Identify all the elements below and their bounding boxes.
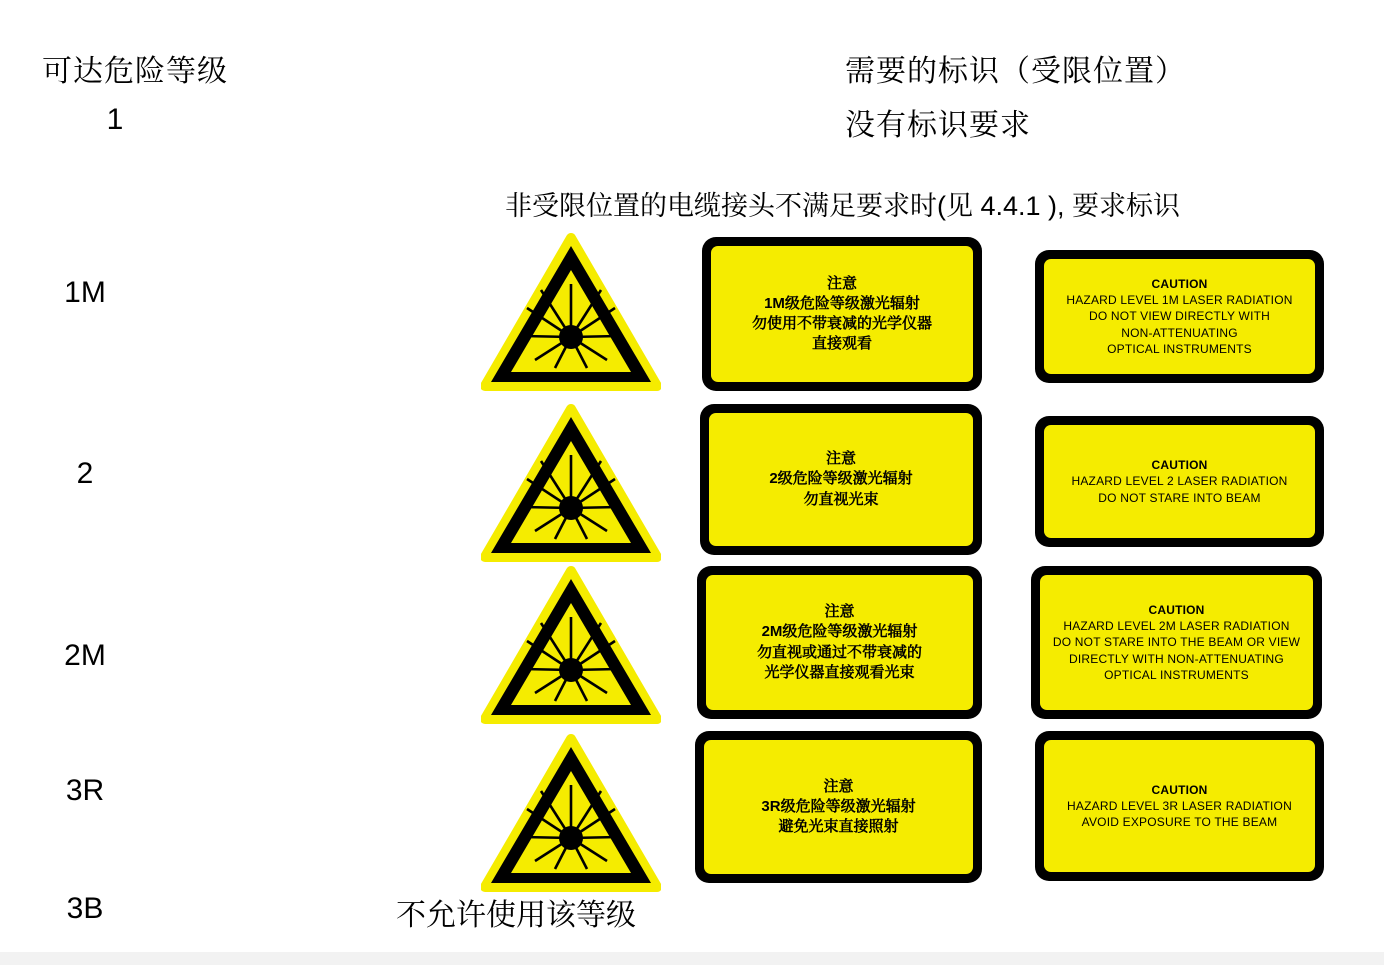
- label-plate-zh-1m: [702, 237, 982, 391]
- hazard-class-3r: 3R: [65, 774, 105, 807]
- note-text: 非受限位置的电缆接头不满足要求时(见 4.4.1 ), 要求标识: [505, 191, 1181, 221]
- label-plate-en-2: [1035, 416, 1324, 547]
- label-plate-en-3r: [1035, 731, 1324, 881]
- label-line: 避免光束直接照射: [778, 818, 899, 836]
- label-title: CAUTION: [1151, 277, 1208, 292]
- label-line: 3R级危险等级激光辐射: [761, 797, 916, 815]
- label-plate-zh-3r: [695, 731, 982, 883]
- label-line: 勿直视或通过不带衰减的: [756, 643, 922, 661]
- label-title: 注意: [826, 274, 857, 292]
- label-line: 1M级危险等级激光辐射: [764, 294, 920, 312]
- no-label-required-text: 没有标识要求: [845, 109, 1031, 142]
- column-header-required-label: 需要的标识（受限位置）: [845, 55, 1186, 88]
- label-title: CAUTION: [1151, 782, 1208, 797]
- label-plate-en-1m: [1035, 250, 1324, 383]
- hazard-class-2m: 2M: [64, 639, 106, 672]
- laser-warning-triangle-icon: [481, 232, 661, 392]
- label-line: 2M级危险等级激光辐射: [761, 623, 918, 641]
- label-title: 注意: [823, 777, 854, 795]
- laser-warning-triangle-icon: [481, 403, 661, 563]
- label-line: AVOID EXPOSURE TO THE BEAM: [1081, 815, 1278, 830]
- hazard-class-1m: 1M: [64, 276, 106, 309]
- class-3b-not-allowed-text: 不允许使用该等级: [396, 899, 636, 932]
- label-line: 直接观看: [811, 335, 872, 353]
- label-line: HAZARD LEVEL 2 LASER RADIATION: [1071, 474, 1288, 489]
- laser-warning-triangle-icon: [481, 565, 661, 725]
- label-line: DO NOT STARE INTO THE BEAM OR VIEW: [1052, 635, 1301, 650]
- laser-warning-triangle-icon: [481, 733, 661, 893]
- label-title: CAUTION: [1148, 603, 1205, 618]
- label-title: 注意: [824, 603, 855, 620]
- label-line: DIRECTLY WITH NON-ATTENUATING: [1069, 651, 1284, 666]
- label-line: 勿使用不带衰减的光学仪器: [751, 315, 932, 332]
- label-title: 注意: [825, 450, 856, 468]
- label-title: CAUTION: [1151, 458, 1208, 473]
- label-line: DO NOT STARE INTO BEAM: [1098, 490, 1261, 505]
- hazard-class-2: 2: [76, 457, 94, 490]
- label-line: HAZARD LEVEL 3R LASER RADIATION: [1067, 798, 1292, 813]
- bottom-strip: [0, 952, 1384, 965]
- label-plate-zh-2m: [697, 566, 982, 719]
- hazard-class-1: 1: [106, 103, 124, 136]
- label-line: OPTICAL INSTRUMENTS: [1107, 341, 1252, 356]
- label-line: 勿直视光束: [803, 490, 879, 508]
- label-line: 2级危险等级激光辐射: [769, 470, 913, 488]
- label-line: NON-ATTENUATING: [1121, 325, 1238, 340]
- label-plate-zh-2: [700, 404, 982, 555]
- label-line: DO NOT VIEW DIRECTLY WITH: [1088, 309, 1270, 324]
- label-line: OPTICAL INSTRUMENTS: [1104, 667, 1249, 682]
- label-line: HAZARD LEVEL 2M LASER RADIATION: [1063, 619, 1290, 634]
- label-line: 光学仪器直接观看光束: [764, 663, 915, 681]
- label-line: HAZARD LEVEL 1M LASER RADIATION: [1066, 293, 1293, 308]
- hazard-class-3b: 3B: [66, 892, 104, 925]
- column-header-hazard-level: 可达危险等级: [42, 55, 228, 88]
- label-plate-en-2m: [1031, 566, 1322, 719]
